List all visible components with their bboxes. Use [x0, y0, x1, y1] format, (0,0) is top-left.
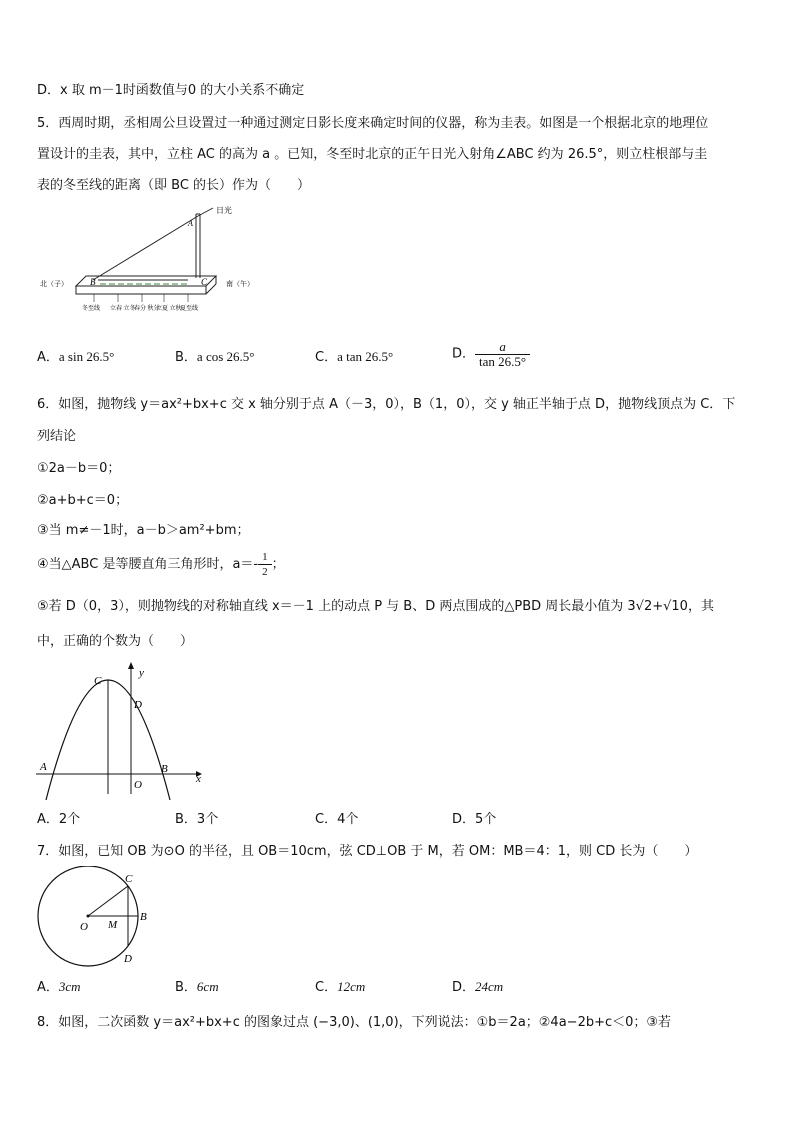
point-a-label: A	[188, 219, 193, 228]
q6-option-d-text: 5个	[475, 812, 497, 827]
q6-option-c[interactable]	[315, 811, 358, 829]
sunlight-label: 日光	[216, 206, 232, 215]
q4-option-d	[37, 82, 304, 100]
point-o-label: O	[80, 921, 88, 933]
q6-c4-pre: ④当△ABC 是等腰直角三角形时，a＝-	[37, 557, 259, 572]
q5-option-c[interactable]	[315, 348, 393, 367]
q5-option-d-fraction	[475, 340, 530, 369]
circle-figure	[36, 866, 166, 972]
q7-option-a-text: 3cm	[58, 979, 81, 994]
q8-line-1: 8．如图，二次函数 y＝ax²+bx+c 的图象过点 (−3,0)、(1,0)，下列说法：①b＝2a；②4a−2b+c＜0；③若	[37, 1015, 672, 1030]
q4-option-d-label: D．	[37, 83, 61, 98]
point-b-label: B	[140, 911, 147, 923]
point-c-label: C	[94, 675, 102, 687]
point-b-label: B	[90, 277, 96, 287]
q7-option-d-text: 24cm	[475, 979, 504, 994]
q7-option-c-label: C．	[315, 980, 338, 995]
q5-option-b-text: a cos 26.5°	[196, 349, 255, 364]
q6-line-2: 列结论	[37, 429, 77, 444]
parabola-figure	[36, 660, 216, 800]
q6-option-b-text: 3个	[196, 812, 219, 827]
south-label: 南（午）	[226, 280, 254, 288]
q6-conclusion-1: ①2a－b＝0；	[37, 461, 121, 476]
q5-option-c-label: C．	[315, 350, 338, 365]
q7-option-d-label: D．	[452, 980, 476, 995]
q5-line-3: 表的冬至线的距离（即 BC 的长）作为（ ）	[37, 178, 311, 193]
point-a-label: A	[40, 761, 47, 773]
q6-line-1: 6．如图，抛物线 y＝ax²+bx+c 交 x 轴分别于点 A（－3，0），B（1，0），交 y 轴正半轴于点 D，抛物线顶点为 C．下	[37, 397, 736, 412]
q6-option-d-label: D．	[452, 812, 476, 827]
point-d-label: D	[134, 699, 142, 711]
q6-option-a[interactable]	[37, 811, 80, 829]
q5-option-b-label: B．	[175, 350, 197, 365]
mark-winter: 冬至线	[82, 306, 101, 312]
q5-option-a-text: a sin 26.5°	[58, 349, 115, 364]
q6-option-a-label: A．	[37, 812, 59, 827]
q6-option-d[interactable]	[452, 811, 496, 829]
q6-option-a-text: 2个	[58, 812, 81, 827]
q6-c4-fraction	[258, 550, 272, 579]
north-label: 北（子）	[40, 280, 68, 288]
q5-line-2: 置设计的圭表，其中，立柱 AC 的高为 a 。已知，冬至时北京的正午日光入射角∠ABC 约为 26.5°，则立柱根部与圭	[37, 147, 708, 162]
q6-conclusion-2: ②a+b+c＝0；	[37, 493, 129, 508]
q6-conclusion-4	[37, 550, 285, 580]
q5-option-a-label: A．	[37, 350, 59, 365]
q7-option-d[interactable]	[452, 978, 503, 997]
q6-option-b-label: B．	[175, 812, 197, 827]
q7-option-a-label: A．	[37, 980, 59, 995]
q6-option-b[interactable]	[175, 811, 218, 829]
mark-summer: 夏至线	[180, 306, 199, 312]
q6-c4-post: ；	[271, 557, 285, 572]
q5-option-c-text: a tan 26.5°	[337, 349, 394, 364]
q5-line-1: 5．西周时期，丞相周公旦设置过一种通过测定日影长度来确定时间的仪器，称为圭表。如图是一个根据北京的地理位	[37, 116, 709, 131]
gnomon-figure	[38, 204, 278, 324]
q5-option-b[interactable]	[175, 348, 254, 367]
q7-line-1: 7．如图，已知 OB 为⊙O 的半径，且 OB＝10cm，弦 CD⊥OB 于 M，若 OM：MB＝4：1，则 CD 长为（ ）	[37, 844, 698, 859]
point-b-label: B	[161, 763, 168, 775]
q6-option-c-label: C．	[315, 812, 338, 827]
mark-equinox: 春分 秋分	[134, 306, 160, 312]
q7-option-b-text: 6cm	[196, 979, 219, 994]
q7-option-c-text: 12cm	[337, 979, 366, 994]
q5-option-a[interactable]	[37, 348, 114, 367]
axis-y-label: y	[139, 667, 144, 679]
q5-option-d-num: a	[475, 340, 530, 355]
q6-option-c-text: 4个	[337, 812, 359, 827]
q7-option-c[interactable]	[315, 978, 365, 997]
axis-x-label: x	[196, 773, 201, 785]
point-c-label: C	[125, 873, 133, 885]
q6-c4-den: 2	[262, 566, 268, 578]
q4-option-d-text: x 取 m－1时函数值与0 的大小关系不确定	[60, 83, 305, 98]
mark-spring-start: 立春 立冬	[110, 306, 136, 312]
q7-option-b-label: B．	[175, 980, 197, 995]
point-m-label: M	[108, 919, 118, 931]
origin-label: O	[134, 779, 142, 791]
q6-conclusion-3: ③当 m≠－1时，a－b＞am²+bm；	[37, 523, 250, 538]
q6-conclusion-5: ⑤若 D（0，3），则抛物线的对称轴直线 x＝－1 上的动点 P 与 B、D 两点围成的△PBD 周长最小值为 3√2+√10，其	[37, 599, 714, 614]
point-d-label: D	[124, 953, 132, 965]
q5-option-d[interactable]	[452, 340, 530, 369]
q7-option-a[interactable]	[37, 978, 81, 997]
q5-option-d-den: tan 26.5°	[479, 354, 527, 369]
mark-summer-start: 立夏 立秋	[156, 306, 182, 312]
q6-line-end: 中，正确的个数为（ ）	[37, 634, 194, 649]
q5-option-d-label: D．	[452, 346, 476, 362]
q7-option-b[interactable]	[175, 978, 219, 997]
point-c-label: C	[201, 277, 208, 287]
q6-c4-num: 1	[258, 550, 272, 565]
